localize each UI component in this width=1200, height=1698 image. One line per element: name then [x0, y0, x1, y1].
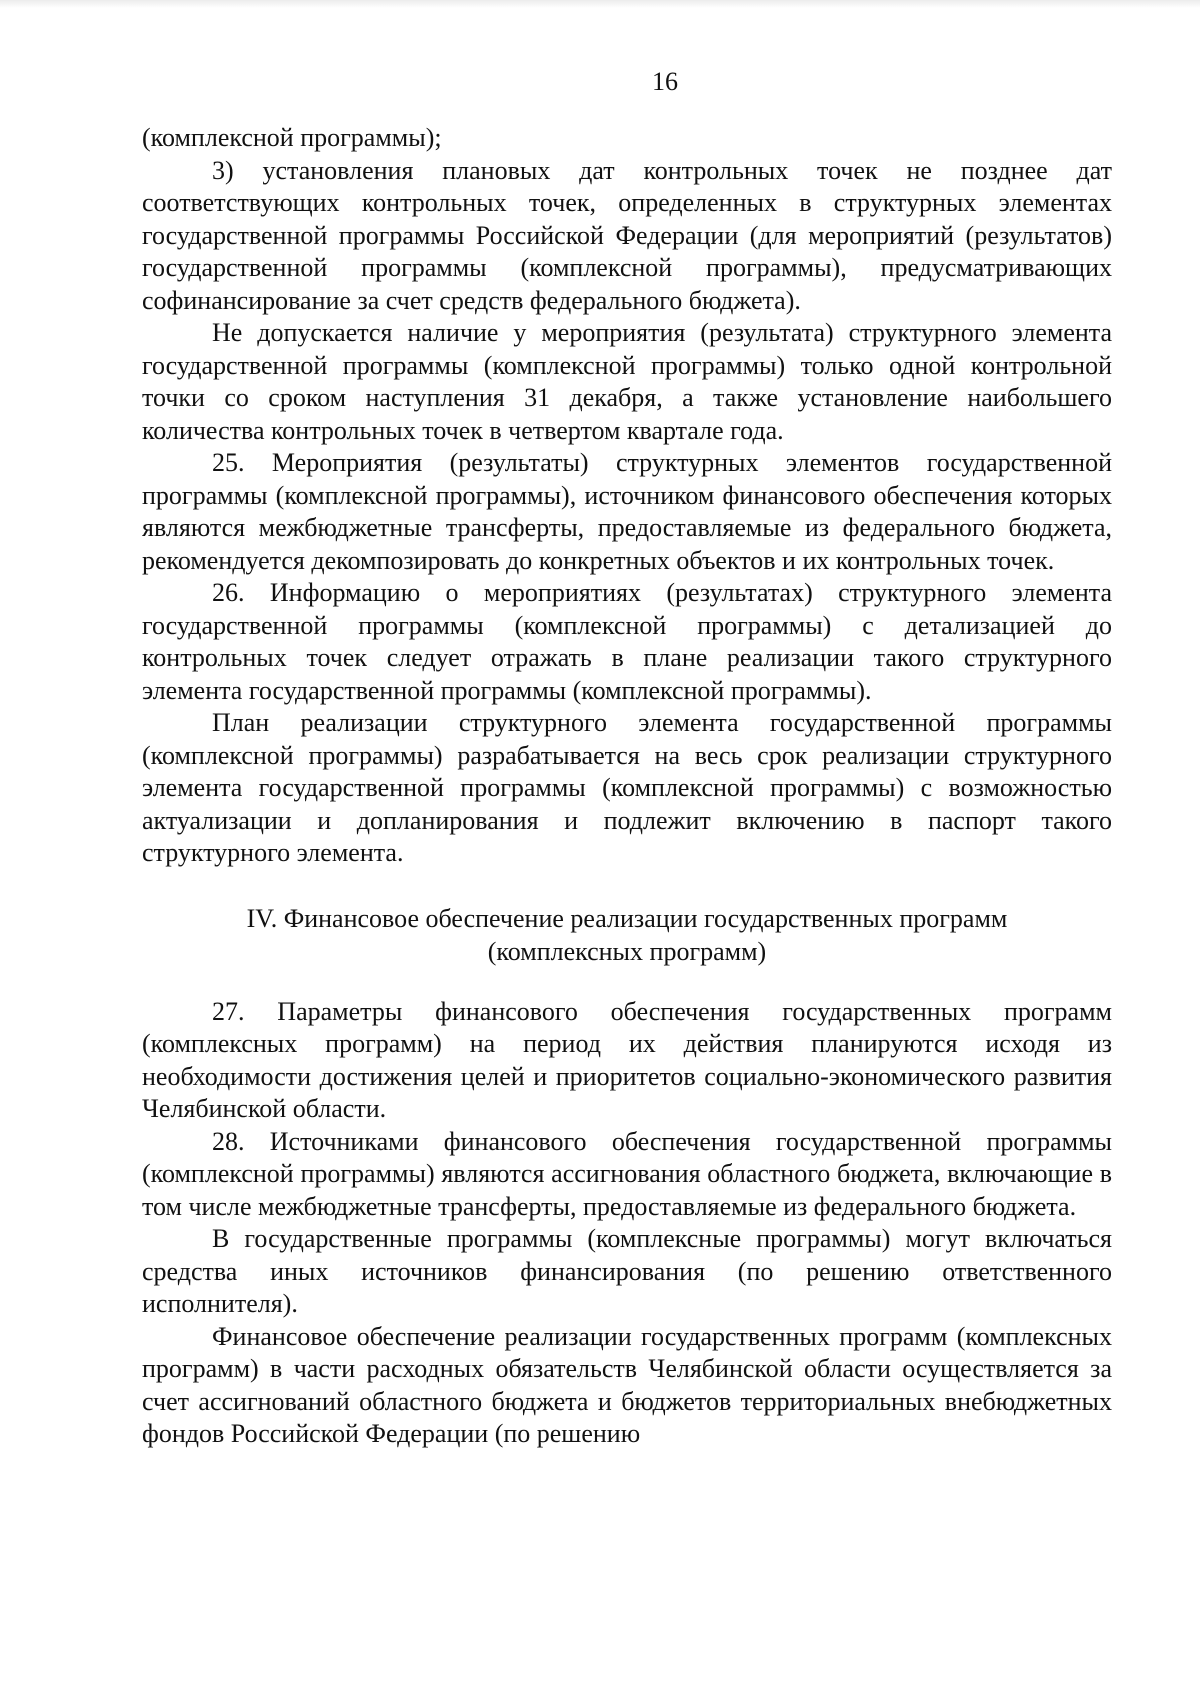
page-number: 16	[652, 67, 678, 96]
paragraph-other-sources: В государственные программы (комплексные программы) могут включаться средства иных источников финансирования (по решению ответственного исполнителя).	[142, 1224, 1112, 1318]
section-heading-line-2: (комплексных программ)	[487, 936, 767, 966]
paragraph-implementation-plan: План реализации структурного элемента государственной программы (комплексной программы) разрабатывается на весь срок реализации структурного элемента государственной программы (комплексной программы) с возможностью актуализации и допланирования и подлежит включению в паспорт такого структурного элемента.	[142, 708, 1112, 867]
paragraph-25: 25. Мероприятия (результаты) структурных элементов государственной программы (комплексной программы), источником финансового обеспечения которых являются межбюджетные трансферты, предоставляемые из федерального бюджета, рекомендуется декомпозировать до конкретных объектов и их контрольных точек.	[142, 448, 1112, 575]
paragraph-27: 27. Параметры финансового обеспечения государственных программ (комплексных программ) на период их действия планируются исходя из необходимости достижения целей и приоритетов социально-экономического развития Челябинской области.	[142, 996, 1112, 1123]
paragraph-item-3: 3) установления плановых дат контрольных точек не позднее дат соответствующих контрольных точек, определенных в структурных элементах государственной программы Российской Федерации (для мероприятий (результатов) государственной программы (комплексной программы), предусматривающих софинансирование за счет средств федерального бюджета).	[142, 155, 1112, 315]
paragraph-28: 28. Источниками финансового обеспечения государственной программы (комплексной программы) являются ассигнования областного бюджета, включающие в том числе межбюджетные трансферты, предоставляемые из федерального бюджета.	[142, 1126, 1112, 1221]
section-heading-line-1: IV. Финансовое обеспечение реализации государственных программ	[246, 903, 1008, 933]
scan-edge	[0, 0, 1200, 8]
paragraph-control-points: Не допускается наличие у мероприятия (результата) структурного элемента государственной программы (комплексной программы) только одной контрольной точки со сроком наступления 31 декабря, а также установление наибольшего количества контрольных точек в четвертом квартале года.	[142, 318, 1112, 445]
section-heading	[142, 902, 1112, 968]
paragraph-continuation: (комплексной программы);	[142, 123, 442, 152]
document-body	[142, 122, 1112, 1451]
paragraph-26: 26. Информацию о мероприятиях (результатах) структурного элемента государственной программы (комплексной программы) с детализацией до контрольных точек следует отражать в плане реализации такого структурного элемента государственной программы (комплексной программы).	[142, 578, 1112, 705]
paragraph-financial-support: Финансовое обеспечение реализации государственных программ (комплексных программ) в части расходных обязательств Челябинской области осуществляется за счет ассигнований областного бюджета и бюджетов территориальных внебюджетных фондов Российской Федерации (по решению	[142, 1321, 1112, 1448]
